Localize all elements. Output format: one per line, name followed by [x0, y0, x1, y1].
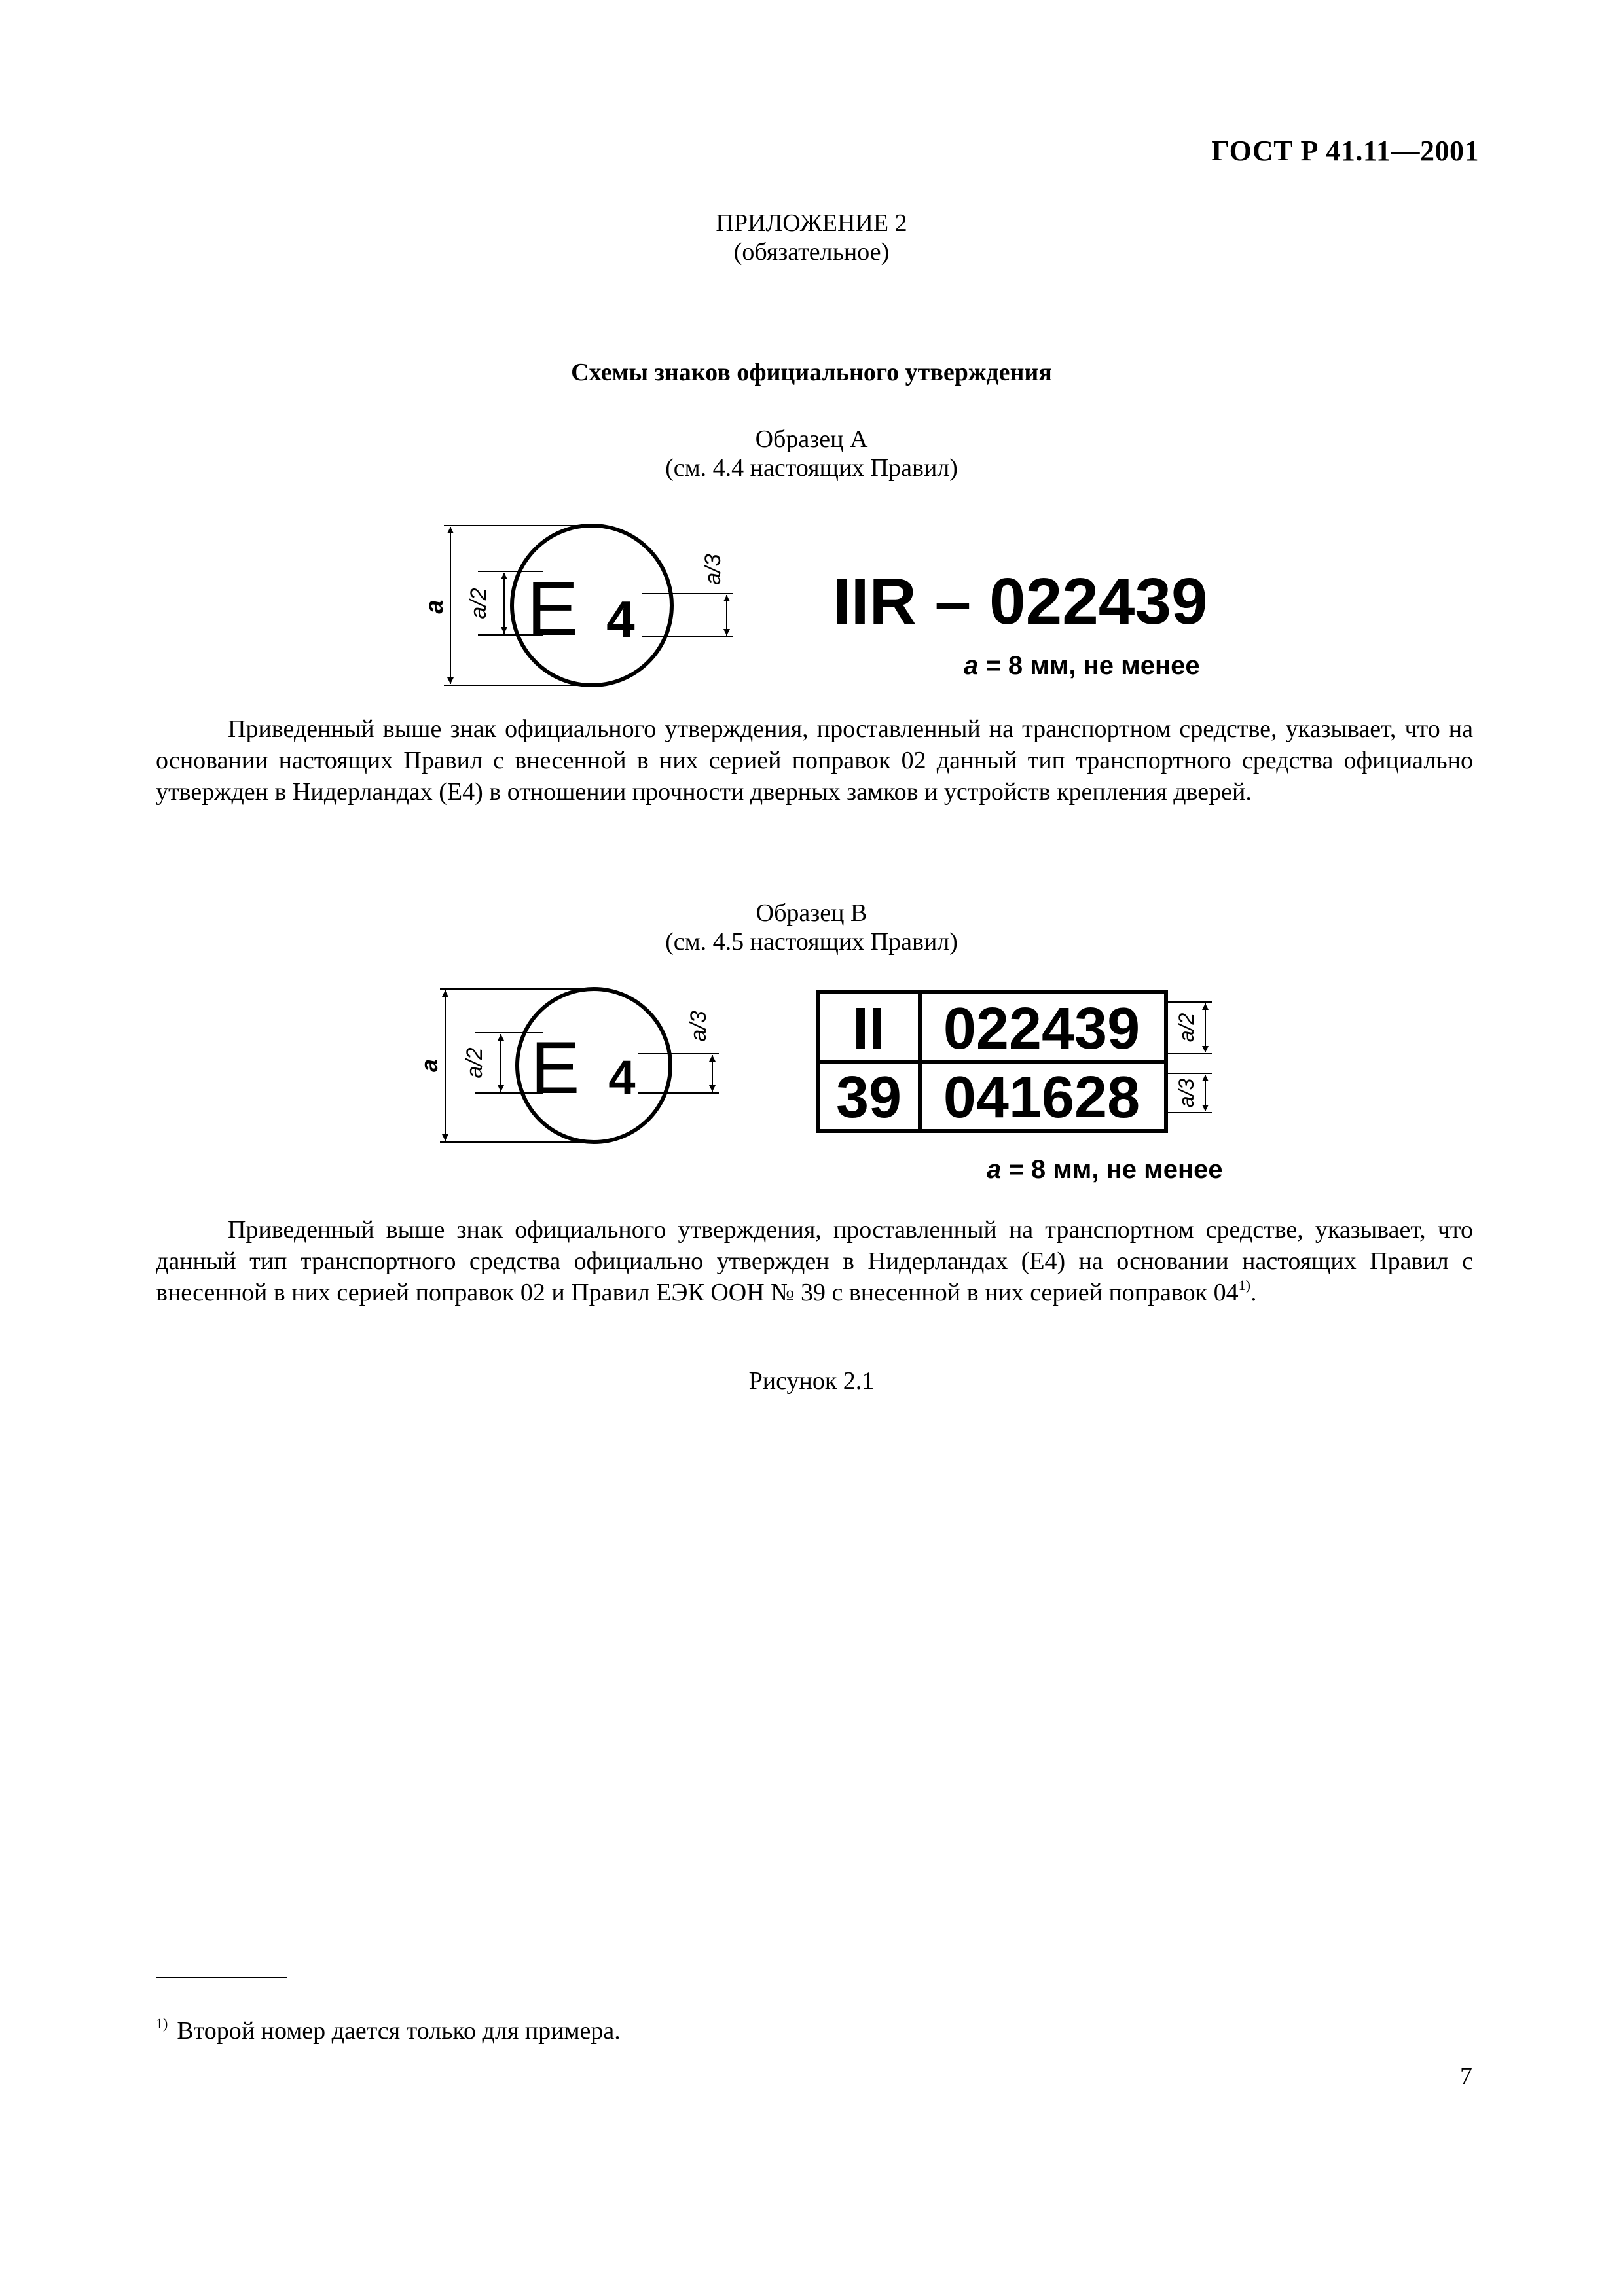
document-code: ГОСТ Р 41.11—2001	[1211, 135, 1479, 167]
table-row-2-number: 041628	[943, 1065, 1140, 1130]
country-number: 4	[606, 590, 635, 648]
e-letter: E	[526, 565, 579, 652]
appendix-status: (обязательное)	[733, 238, 890, 266]
appendix-title: ПРИЛОЖЕНИЕ 2	[716, 209, 907, 237]
dimension-a-label: a	[416, 1058, 443, 1073]
country-number: 4	[608, 1050, 636, 1105]
footnote-text: Второй номер дается только для примера.	[177, 2017, 621, 2045]
footnote-marker: 1)	[156, 2015, 168, 2032]
figure-caption: Рисунок 2.1	[748, 1367, 875, 1395]
footnote	[156, 2016, 621, 2046]
dimension-half-label: a/2	[462, 1047, 487, 1079]
sample-a-description: Приведенный выше знак официального утверждения, проставленный на транспортном средстве, указывает, что на основании настоящих Правил с внесенной в них серией поправок 02 данный тип транспортного средства официально утвержден в Нидерландах (E4) в отношении прочности дверных замков и устройств крепления дверей.	[156, 715, 1473, 806]
sample-b-description: Приведенный выше знак официального утверждения, проставленный на транспортном средстве, указывает, что данный тип транспортного средства официально утвержден в Нидерландах (E4) на основании настоящих Правил с внесенной в них серией поправок 02 и Правил ЕЭК ООН № 39 с внесенной в них серией поправок 04$^{1)}$.	[156, 1216, 1473, 1306]
sample-a-approval-code: IIR – 022439	[833, 565, 1208, 638]
sample-b-size-note: a = 8 мм, не менее	[987, 1155, 1223, 1184]
row-1-dimension-label: a/2	[1175, 1013, 1198, 1043]
sample-a-reference: (см. 4.4 настоящих Правил)	[665, 454, 958, 482]
sample-a-title: Образец А	[755, 425, 868, 453]
table-row-1-series: II	[852, 996, 886, 1062]
table-row-2-series: 39	[835, 1065, 902, 1130]
sample-b-title: Образец В	[756, 899, 867, 927]
sample-b-code-table	[815, 982, 1234, 1139]
table-row-1-number: 022439	[943, 996, 1140, 1062]
dimension-a-label: a	[421, 600, 448, 614]
footnote-divider	[156, 1977, 287, 1978]
dimension-third-label: a/3	[686, 1011, 711, 1042]
sample-b-reference: (см. 4.5 настоящих Правил)	[665, 928, 958, 956]
e-letter: E	[530, 1027, 580, 1109]
sample-a-approval-mark	[406, 517, 746, 694]
dimension-third-label: a/3	[701, 554, 725, 585]
page-number: 7	[1460, 2062, 1472, 2090]
sample-a-size-note: a = 8 мм, не менее	[964, 651, 1200, 680]
dimension-half-label: a/2	[466, 588, 491, 619]
sample-b-approval-mark	[406, 982, 746, 1145]
section-title: Схемы знаков официального утверждения	[571, 359, 1052, 386]
footnote-reference: 1)	[1238, 1277, 1250, 1293]
row-2-dimension-label: a/3	[1175, 1078, 1198, 1108]
